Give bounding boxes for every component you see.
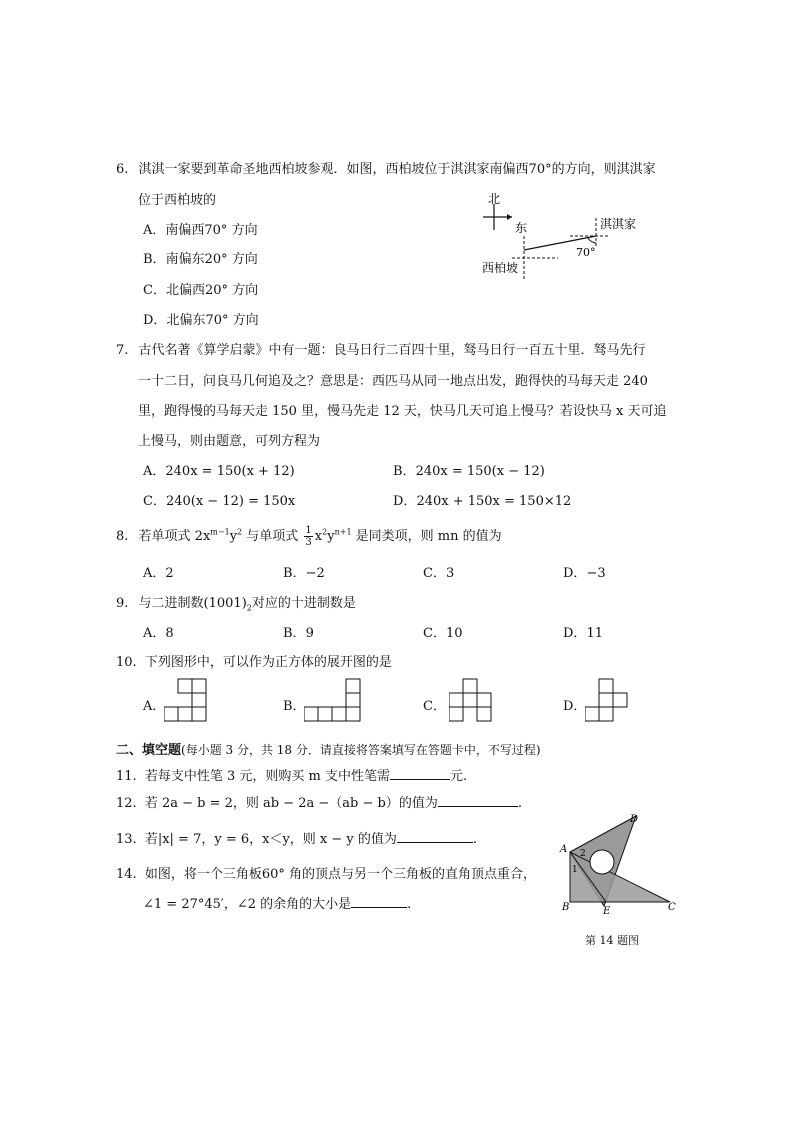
option-text: 240(x − 12) = 150x [165, 494, 296, 509]
q7-text-line2: 一十二日，问良马几何追及之？意思是：西匹马从同一地点出发，跑得快的马每天走 240 [138, 374, 648, 389]
q8-option-a[interactable] [143, 562, 174, 581]
q9-option-a[interactable] [143, 622, 174, 641]
label-angle-2: 2 [580, 849, 586, 859]
angle-arc [588, 238, 596, 243]
q11-post: 元. [449, 769, 468, 784]
q10-text: 下列图形中，可以作为正方体的展开图的是 [144, 655, 392, 670]
option-letter: B． [283, 626, 306, 641]
angle-label: 70° [576, 246, 596, 259]
q10-option-a-letter[interactable]: A． [143, 699, 166, 714]
triangle-hole [590, 850, 614, 874]
q7-option-a[interactable] [143, 460, 295, 479]
q9-option-b[interactable] [283, 622, 314, 641]
option-letter: A． [143, 464, 166, 479]
q6-line1 [116, 158, 656, 177]
section2-heading [116, 739, 541, 758]
q8-fraction [304, 525, 312, 548]
option-letter: B． [143, 252, 166, 267]
option-text: 10 [445, 626, 463, 641]
q7-option-c[interactable] [143, 490, 295, 509]
q8-mid2: 与单项式 [242, 529, 299, 544]
q7-option-b[interactable] [393, 460, 545, 479]
option-text: 240x = 150(x − 12) [415, 464, 545, 479]
q14-figure-caption: 第 14 题图 [585, 934, 639, 947]
q8-sup1: m−1 [210, 527, 230, 537]
q8-option-d[interactable] [563, 562, 606, 581]
q10-number: 10. [116, 655, 137, 670]
home-label: 淇淇家 [600, 217, 637, 231]
option-text: 8 [165, 626, 174, 641]
q14-number: 14. [116, 867, 137, 882]
q6-option-d[interactable] [143, 309, 259, 328]
label-b: B [562, 902, 570, 913]
q9-sub: 2 [246, 603, 252, 613]
q14-triangle-figure [556, 810, 686, 920]
q14-line1 [116, 863, 536, 882]
q9-option-d[interactable] [563, 622, 603, 641]
q14-text-line2: ∠1 = 27°45′，∠2 的余角的大小是 [143, 897, 352, 912]
q13-number: 13. [116, 832, 137, 847]
section2-note: (每小题 3 分，共 18 分．请直接将答案填写在答题卡中，不写过程) [181, 743, 541, 757]
option-text: 北偏西20° 方向 [165, 283, 259, 298]
q7-line1 [116, 339, 646, 358]
section2-title: 二、填空题 [116, 743, 182, 758]
q8-mid4: y [327, 529, 335, 544]
q8-number: 8. [116, 529, 129, 544]
option-letter: A． [143, 566, 166, 581]
q7-text-line1: 古代名著《算学启蒙》中有一题：良马日行二百四十里，驽马日行一百五十里．驽马先行 [138, 343, 646, 358]
q11-number: 11. [116, 769, 137, 784]
q10-option-c-net[interactable] [449, 678, 495, 722]
label-e: E [603, 906, 611, 917]
q12-line [116, 792, 522, 811]
cube-net-a [164, 679, 206, 721]
q6-option-b[interactable] [143, 248, 258, 267]
q8-sup3: 2 [322, 527, 328, 537]
option-letter: B． [393, 464, 416, 479]
q10-option-a-net[interactable] [164, 678, 214, 722]
q8-pre: 若单项式 2x [138, 529, 211, 544]
q10-line [116, 651, 392, 670]
option-letter: C． [423, 566, 446, 581]
q9-pre: 与二进制数(1001) [138, 596, 247, 611]
q13-pre: 若|x| = 7，y = 6，x＜y，则 x − y 的值为 [144, 832, 397, 847]
option-letter: D． [393, 494, 417, 509]
q12-answer-blank[interactable] [438, 793, 518, 807]
fraction-denominator: 3 [305, 537, 312, 548]
q11-answer-blank[interactable] [390, 766, 450, 780]
q12-post: . [517, 796, 522, 811]
fraction-numerator: 1 [305, 525, 312, 536]
q14-post: . [407, 897, 412, 912]
q7-number: 7. [116, 343, 129, 358]
q8-mid3: x [314, 529, 323, 544]
q10-option-b-net[interactable] [304, 678, 366, 722]
q6-text-line2: 位于西柏坡的 [138, 193, 217, 208]
option-text: −2 [305, 566, 325, 581]
q10-option-d-net[interactable] [585, 678, 635, 722]
option-text: 南偏东20° 方向 [165, 252, 258, 267]
label-a: A [560, 844, 568, 855]
option-text: 240x = 150(x + 12) [165, 464, 295, 479]
north-label: 北 [488, 192, 501, 206]
label-angle-1: 1 [572, 865, 578, 875]
label-d: D [630, 814, 639, 825]
q9-number: 9. [116, 596, 129, 611]
cube-net-d [585, 679, 627, 721]
q14-answer-blank[interactable] [351, 894, 407, 908]
q8-line [116, 525, 502, 548]
option-text: 2 [165, 566, 174, 581]
q7-text-line4: 上慢马，则由题意，可列方程为 [138, 434, 321, 449]
q11-pre: 若每支中性笔 3 元，则购买 m 支中性笔需 [144, 769, 390, 784]
q8-sup2: 2 [237, 527, 243, 537]
q9-post: 对应的十进制数是 [251, 596, 356, 611]
option-text: 南偏西70° 方向 [165, 223, 258, 238]
q6-option-c[interactable] [143, 279, 258, 298]
option-letter: D． [563, 626, 587, 641]
q13-line [116, 828, 477, 847]
q12-number: 12. [116, 796, 137, 811]
cube-net-b [304, 679, 360, 721]
q7-text-line3: 里，跑得慢的马每天走 150 里，慢马先走 12 天，快马几天可追上慢马？若设快马 x 天可追 [138, 404, 667, 419]
option-text: 9 [305, 626, 314, 641]
q6-option-a[interactable] [143, 219, 258, 238]
q14-text-line1: 如图，将一个三角板60° 角的顶点与另一个三角板的直角顶点重合， [144, 867, 537, 882]
q9-option-c[interactable] [423, 622, 463, 641]
q9-line [116, 592, 356, 613]
east-label: 东 [515, 221, 528, 235]
option-text: 11 [586, 626, 603, 641]
option-text: 北偏东70° 方向 [166, 313, 259, 328]
q10-option-d-letter[interactable]: D． [563, 699, 587, 714]
q13-answer-blank[interactable] [397, 829, 473, 843]
option-letter: B． [283, 566, 306, 581]
q8-option-b[interactable] [283, 562, 325, 581]
q10-option-b-letter[interactable]: B． [283, 699, 306, 714]
option-letter: C． [143, 494, 166, 509]
cube-net-c [449, 679, 491, 721]
option-text: −3 [586, 566, 606, 581]
place-label: 西柏坡 [482, 261, 519, 275]
q8-sup4: n+1 [334, 527, 352, 537]
q7-option-d[interactable] [393, 490, 571, 509]
option-letter: C． [143, 283, 166, 298]
q12-pre: 若 2a − b = 2，则 ab − 2a −（ab − b）的值为 [144, 796, 438, 811]
q8-post: 是同类项，则 mn 的值为 [351, 529, 502, 544]
option-letter: D． [563, 566, 587, 581]
q11-line [116, 765, 467, 784]
east-arrow-icon [507, 214, 512, 220]
q10-option-c-letter[interactable]: C． [423, 699, 446, 714]
q8-mid1: y [229, 529, 238, 544]
q6-text-line1: 淇淇一家要到革命圣地西柏坡参观．如图，西柏坡位于淇淇家南偏西70°的方向，则淇淇家 [138, 162, 656, 177]
option-letter: A． [143, 223, 166, 238]
label-c: C [668, 902, 676, 913]
option-text: 240x + 150x = 150×12 [416, 494, 572, 509]
option-letter: C． [423, 626, 446, 641]
option-text: 3 [445, 566, 455, 581]
q8-option-c[interactable] [423, 562, 454, 581]
q6-direction-figure [478, 190, 658, 280]
q14-line2 [143, 893, 411, 912]
option-letter: D． [143, 313, 167, 328]
q6-number: 6. [116, 162, 129, 177]
q13-post: . [472, 832, 478, 847]
option-letter: A． [143, 626, 166, 641]
